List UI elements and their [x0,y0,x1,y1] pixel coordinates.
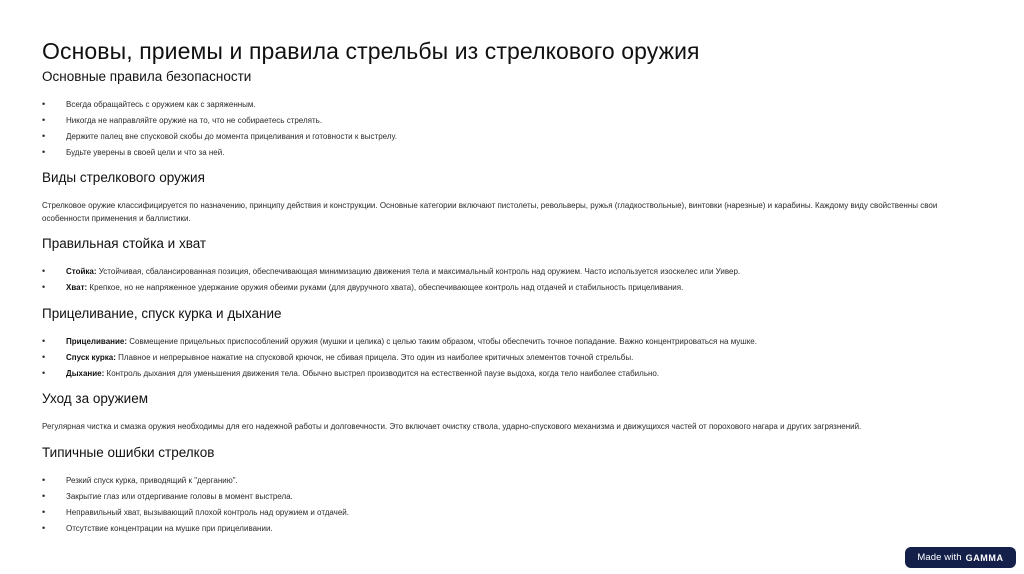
care-paragraph: Регулярная чистка и смазка оружия необходимы для его надежной работы и долговечности. Это включает очистку ствола, ударно-спускового механизма и движущихся частей от порохового нагара и других загрязнений. [42,422,862,431]
section-heading-care: Уход за оружием [42,391,148,406]
badge-prefix: Made with [917,552,962,563]
section-heading-aiming: Прицеливание, спуск курка и дыхание [42,306,282,321]
bullet-icon: • [42,266,46,276]
bullet-icon: • [42,147,46,157]
bullet-icon: • [42,115,46,125]
bullet-icon: • [42,131,46,141]
slide: Основы, приемы и правила стрельбы из стрелкового оружия Основные правила безопасности • Всегда обращайтесь с оружием как с заряженным. • Никогда не направляйте оружие на то, что не собираетесь стрелять. • Держите палец вне спусковой скобы до момента прицеливания и готовности к выстрелу. • Будьте уверены в своей цели и что за ней. Виды стрелкового оружия Стрелковое оружие классифицируется по назначению, принципу действия и конструкции. Основные категории включают пистолеты, револьверы, ружья (гладкоствольные), винтовки (нарезные) и карабины. Каждому виду свойственны свои особенности применения и баллистики. Правильная стойка и хват • Стойка: Устойчивая, сбалансированная позиция, обеспечивающая минимизацию движения тела и максимальный контроль над оружием. Часто используется изоскелес или Уивер. • Хват: Крепкое, но не напряженное удержание оружия обеими руками (для двуручного хвата), обеспечивающее контроль над отдачей и стабильность прицеливания. Прицеливание, спуск курка и дыхание • Прицеливание: Совмещение прицельных приспособлений оружия (мушки и целика) с целью таким образом, чтобы обеспечить точное попадание. Важно концентрироваться на мушке. • Спуск курка: Плавное и непрерывное нажатие на спусковой крючок, не сбивая прицела. Это один из наиболее критичных элементов точной стрельбы. • Дыхание: Контроль дыхания для уменьшения движения тела. Обычно выстрел производится на естественной паузе выдоха, когда тело наиболее стабильно. Уход за оружием Регулярная чистка и смазка оружия необходимы для его надежной работы и долговечности. Это включает очистку ствола, ударно-спускового механизма и движущихся частей от порохового нагара и других загрязнений. Типичные ошибки стрелков • Резкий спуск курка, приводящий к "дерганию". • Закрытие глаз или отдергивание головы в момент выстрела. • Неправильный хват, вызывающий плохой контроль над оружием и отдачей. • Отсутствие концентрации на мушке при прицеливании. Made with GAMMA [0,0,1024,574]
bullet-icon: • [42,352,46,362]
bullet-icon: • [42,99,46,109]
section-heading-stance: Правильная стойка и хват [42,236,207,251]
gamma-logo: GAMMA [965,552,1004,563]
section-heading-types: Виды стрелкового оружия [42,170,205,185]
made-with-gamma-badge[interactable] [905,547,1016,568]
bullet-icon: • [42,523,46,533]
bullet-icon: • [42,475,46,485]
bullet-icon: • [42,507,46,517]
types-paragraph: Стрелковое оружие классифицируется по назначению, принципу действия и конструкции. Основные категории включают пистолеты, револьверы, ружья (гладкоствольные), винтовки (нарезные) и карабины. Каждому виду свойственны свои особенности применения и баллистики. [42,201,938,223]
bullet-icon: • [42,491,46,501]
page-title: Основы, приемы и правила стрельбы из стрелкового оружия [42,38,700,64]
bullet-icon: • [42,282,46,292]
section-heading-mistakes: Типичные ошибки стрелков [42,445,215,460]
bullet-icon: • [42,368,46,378]
bullet-icon: • [42,336,46,346]
section-heading-safety: Основные правила безопасности [42,69,252,84]
